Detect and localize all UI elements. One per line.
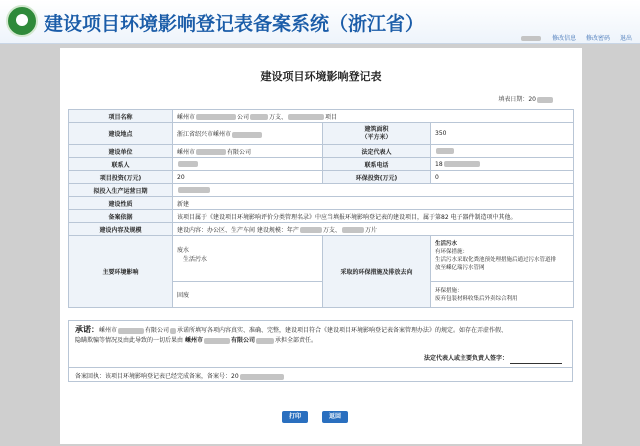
table-row: [69, 171, 574, 184]
filing-receipt: 备案回执：该项目环境影响登记表已经完成备案，备案号：20: [68, 368, 573, 382]
contact-label: 联系人: [69, 158, 173, 171]
table-row: [69, 158, 574, 171]
phone-label: 联系电话: [323, 158, 431, 171]
env-investment-label: 环保投资(万元): [323, 171, 431, 184]
nature-label: 建设性质: [69, 197, 173, 210]
print-button[interactable]: 打印: [282, 411, 308, 423]
env-investment-value: 0: [431, 171, 574, 184]
system-header: [0, 0, 640, 44]
logout-link[interactable]: 退出: [619, 35, 632, 42]
user-name: [521, 36, 541, 41]
start-date-value: [173, 184, 574, 197]
nature-value: 新建: [173, 197, 574, 210]
area-value: 350: [431, 123, 574, 145]
table-row: [69, 145, 574, 158]
phone-value: 18: [431, 158, 574, 171]
location-label: 建设地点: [69, 123, 173, 145]
table-row: [69, 110, 574, 123]
investment-label: 项目投资(万元): [69, 171, 173, 184]
builder-label: 建设单位: [69, 145, 173, 158]
solid-waste-cell: 固废: [173, 282, 323, 308]
registration-form: [60, 48, 582, 444]
project-name-value: 嵊州市 公司 万支、 项目: [173, 110, 574, 123]
legal-rep-value: [431, 145, 574, 158]
table-row: [69, 123, 574, 145]
form-table: [68, 109, 574, 308]
commitment-title: 承诺：: [75, 325, 99, 334]
change-info-link[interactable]: 修改信息: [552, 35, 577, 42]
table-row: [69, 197, 574, 210]
fill-date-label: 填表日期：: [498, 96, 529, 103]
table-row: [69, 236, 574, 282]
basis-label: 备案依据: [69, 210, 173, 223]
content-label: 建设内容及规模: [69, 223, 173, 236]
back-button[interactable]: 返回: [322, 411, 348, 423]
wastewater-measures: 生活污水 有环保措施： 生活污水采取化粪池预处理措施后通过污水管道排 放至嵊亿瑞污水管网: [431, 236, 574, 282]
change-password-link[interactable]: 修改密码: [586, 35, 611, 42]
contact-value: [173, 158, 323, 171]
top-links: [513, 33, 632, 42]
start-date-label: 拟投入生产运营日期: [69, 184, 173, 197]
area-label: 建筑面积 （平方米）: [323, 123, 431, 145]
system-title: 建设项目环境影响登记表备案系统（浙江省）: [44, 13, 425, 35]
solid-waste-measures: 环保措施： 废弃包装材料收集后外卖综合利用: [431, 282, 574, 308]
legal-rep-label: 法定代表人: [323, 145, 431, 158]
table-row: [69, 184, 574, 197]
measures-label: 采取的环保措施及排放去向: [323, 236, 431, 308]
form-title: 建设项目环境影响登记表: [260, 70, 382, 83]
basis-value: 该项目属于《建设项目环境影响评价分类管理名录》中应当填报环境影响登记表的建设项目，属于第82 电子器件制造项中其他。: [173, 210, 574, 223]
table-row: [69, 223, 574, 236]
location-value: 浙江省绍兴市嵊州市: [173, 123, 323, 145]
commitment-statement: 承诺：嵊州市 有限公司 承诺所填写各项内容真实、准确、完整，建设项目符合《建设项目环境影响登记表备案管理办法》的规定。如存在弄虚作假、 隐瞒欺骗等情况及由此导致的一切后果由 嵊州市 有限公司 承担全部责任。 法定代表人或主要负责人签字：: [68, 320, 573, 368]
fill-date: [498, 94, 554, 103]
signature-line: 法定代表人或主要负责人签字：: [424, 354, 562, 364]
investment-value: 20: [173, 171, 323, 184]
project-name-label: 项目名称: [69, 110, 173, 123]
env-impact-label: 主要环境影响: [69, 236, 173, 308]
content-value: 建设内容：办公区、生产车间 建设规模：年产 万支、 万片: [173, 223, 574, 236]
fill-date-value: 20: [528, 96, 536, 103]
builder-value: 嵊州市 有限公司: [173, 145, 323, 158]
wastewater-cell: 废水 生活污水: [173, 236, 323, 282]
logo-icon: [6, 5, 38, 37]
table-row: [69, 210, 574, 223]
